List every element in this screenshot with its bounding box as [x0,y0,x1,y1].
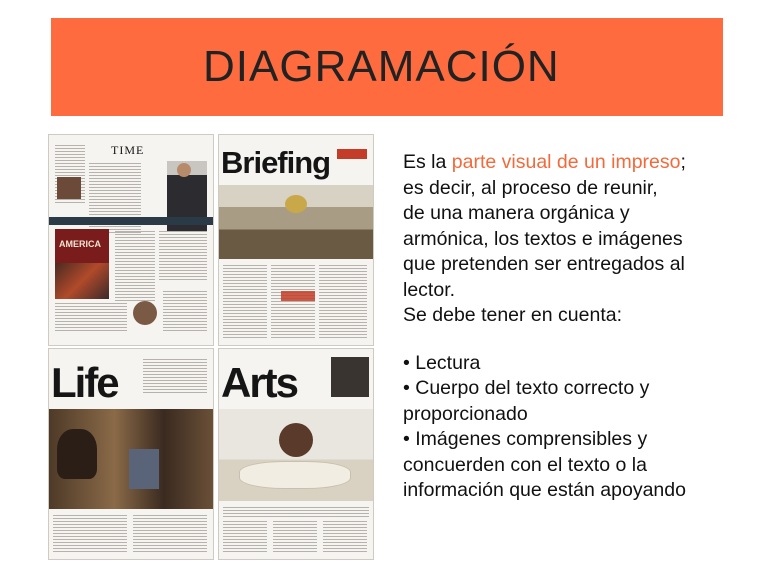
time-woman-photo [133,301,157,325]
life-masthead: Life [51,359,118,406]
slide-title: DIAGRAMACIÓN [203,42,560,91]
arts-portrait-photo [331,357,369,397]
magazine-page-time [48,134,214,346]
magazine-page-life [48,348,214,560]
bullet-imagenes: • Imágenes comprensibles y [403,428,648,450]
bullet-cuerpo: • Cuerpo del texto correcto y [403,377,650,399]
body-line: es decir, al proceso de reunir, [403,176,658,199]
time-masthead: TIME [111,143,145,157]
arts-masthead: Arts [221,359,298,406]
magazine-page-briefing [218,134,374,346]
title-banner [51,18,723,116]
time-crowd-photo [55,263,109,299]
magazine-page-arts [218,348,374,560]
body-line: lector. [403,278,456,301]
slide-body-text [403,150,723,504]
time-america-tag: AMERICA [59,239,101,249]
magazine-collage [48,134,372,558]
time-bar [49,217,213,225]
bullet-imagenes-cont: información que están apoyando [403,479,686,501]
briefing-masthead: Briefing [221,145,331,180]
body-line: de una manera orgánica y [403,202,630,224]
time-portrait-photo [57,177,81,199]
bullet-lectura: • Lectura [403,351,481,374]
intro-line: Es la parte visual de un impreso; [403,151,686,173]
body-line: Se debe tener en cuenta: [403,304,623,326]
bullet-cuerpo-cont: proporcionado [403,402,528,425]
bullet-imagenes-cont: concuerden con el texto o la [403,453,647,476]
body-line: que pretenden ser entregados al [403,253,685,275]
body-line: armónica, los textos e imágenes [403,227,683,250]
highlight-phrase: parte visual de un impreso [451,151,681,173]
